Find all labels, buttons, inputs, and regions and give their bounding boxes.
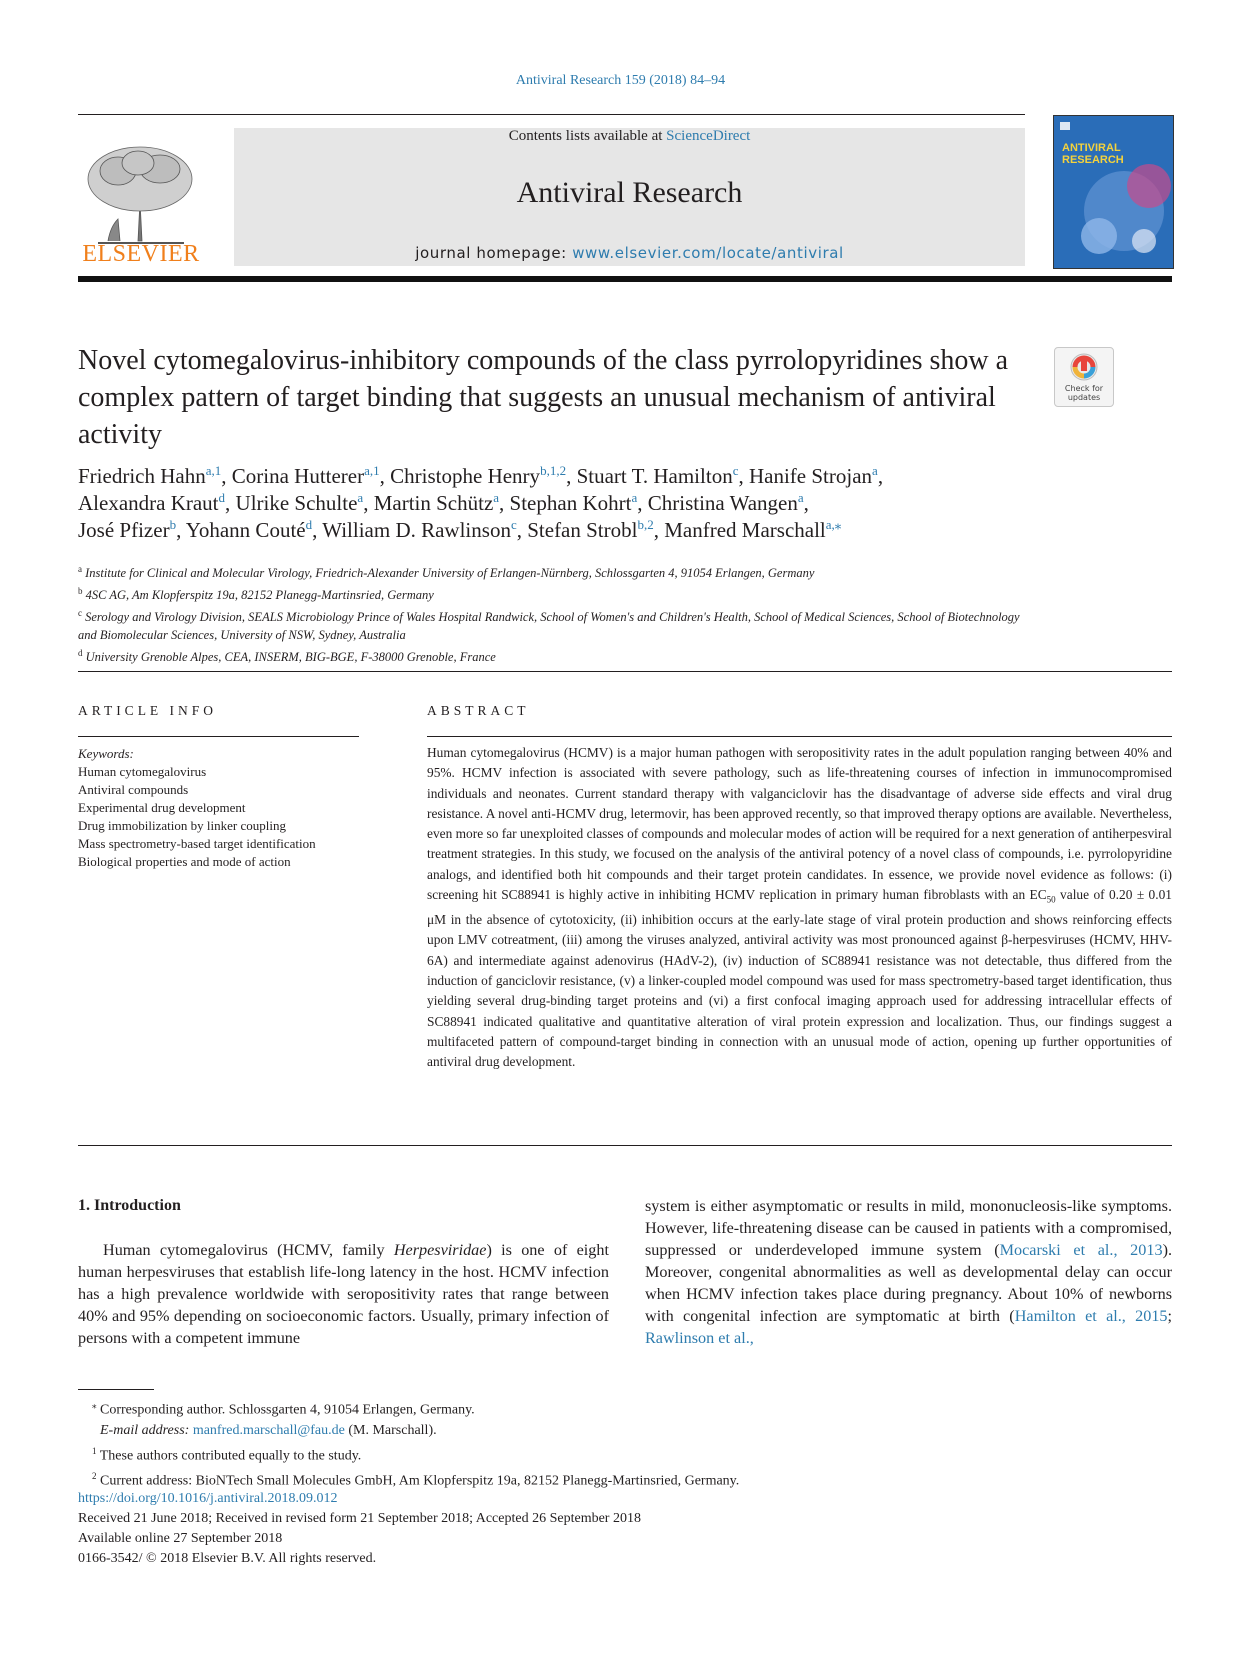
author-affiliation-marker[interactable]: a,1: [364, 463, 380, 478]
author-name[interactable]: Christophe Henry: [390, 464, 541, 488]
article-title: Novel cytomegalovirus-inhibitory compounds of the class pyrrolopyridines show a complex pattern of target binding that suggests an unusual mechanism of antiviral activity: [78, 345, 1009, 450]
article-info-rule: [78, 736, 359, 737]
author-name[interactable]: Stuart T. Hamilton: [576, 464, 733, 488]
author-affiliation-marker[interactable]: b,2: [637, 517, 654, 532]
affiliation-entry: [78, 644, 1038, 666]
author-name[interactable]: José Pfizer: [78, 518, 170, 542]
homepage-prefix: journal homepage:: [415, 244, 573, 262]
affiliation-key: c: [78, 608, 82, 619]
author-name[interactable]: Corina Hutterer: [231, 464, 365, 488]
keyword-item: Human cytomegalovirus: [78, 764, 207, 779]
introduction-heading: 1. Introduction: [78, 1197, 181, 1214]
intro-right-part-3: ;: [1167, 1307, 1173, 1325]
article-info-heading: ARTICLE INFO: [78, 703, 218, 718]
affiliation-text: 4SC AG, Am Klopferspitz 19a, 82152 Planegg-Martinsried, Germany: [85, 588, 434, 603]
footnote-rule: [78, 1389, 154, 1390]
header-rule: [78, 114, 1025, 115]
intro-left-part-1: Human cytomegalovirus (HCMV, family: [103, 1241, 394, 1259]
section-rule: [78, 671, 1172, 672]
keyword-item: Antiviral compounds: [78, 782, 189, 797]
author-affiliation-marker[interactable]: c: [510, 517, 517, 532]
contents-prefix: Contents lists available at: [508, 128, 667, 144]
homepage-link[interactable]: www.elsevier.com/locate/antiviral: [572, 244, 844, 262]
author-list: Friedrich Hahn$^{a,1}$, Corina Hutterer$^{a,1}$, Christophe Henry$^{b,1,2}$, Stuart T. Hamilton$^c$, Hanife Strojan$^a$, Alexandra Kraut$^d$, Ulrike Schulte$^a$, Martin Schütz$^a$, Stephan Kohrt$^a$, Christina Wangen$^a$, José Pfizer$^b$, Yohann Couté$^d$, William D. Rawlinson$^c$, Stefan Strobl$^{b,2}$, Manfred Marschall$^{a,⁎}$: [78, 463, 884, 542]
crossmark-label: Check for updates: [1064, 384, 1104, 402]
abstract-bottom-rule: [78, 1145, 1172, 1146]
email-label: E-mail address:: [100, 1422, 190, 1438]
author-name[interactable]: Manfred Marschall: [664, 518, 826, 542]
affiliation-key: a: [78, 564, 82, 574]
ec50-subscript: 50: [1046, 894, 1056, 905]
reference-link-mocarski[interactable]: Mocarski et al., 2013: [999, 1241, 1163, 1259]
intro-left-part-2: ) is one of eight human herpesviruses that establish life-long latency in the host. HCMV infection has a high prevalence worldwide with seropositivity rates that range between 40% and 95% depending on socioeconomic factors. Usually, primary infection of persons with a competent immune: [78, 1241, 609, 1347]
affiliation-key: d: [78, 648, 83, 659]
keyword-item: Drug immobilization by linker coupling: [78, 818, 286, 833]
author-name[interactable]: Hanife Strojan: [748, 464, 873, 488]
author-name[interactable]: Yohann Couté: [185, 518, 306, 542]
check-for-updates-badge[interactable]: [1054, 347, 1114, 407]
cover-title: ANTIVIRAL RESEARCH: [1062, 142, 1124, 166]
author-affiliation-marker[interactable]: a: [493, 490, 500, 505]
keyword-item: Experimental drug development: [78, 800, 246, 815]
email-suffix: (M. Marschall).: [344, 1422, 437, 1438]
reference-link-hamilton[interactable]: Hamilton et al., 2015: [1014, 1307, 1168, 1325]
email-link[interactable]: manfred.marschall@fau.de: [192, 1422, 345, 1438]
author-affiliation-marker[interactable]: a: [872, 463, 878, 478]
footnotes: [78, 1395, 1172, 1492]
publication-info: [78, 1489, 978, 1569]
author-affiliation-marker[interactable]: d: [218, 490, 226, 505]
author-name[interactable]: Martin Schütz: [373, 491, 494, 515]
author-affiliation-marker[interactable]: a,⁎: [825, 517, 842, 532]
corresponding-text: Corresponding author. Schlossgarten 4, 91054 Erlangen, Germany.: [100, 1402, 475, 1418]
affiliation-text: Institute for Clinical and Molecular Virology, Friedrich-Alexander University of Erlangen-Nürnberg, Schlossgarten 4, 91054 Erlangen, Germany: [85, 566, 815, 581]
crossmark-icon: [1055, 348, 1113, 384]
footnote-1: $^1$ These authors contributed equally to the study.: [92, 1445, 362, 1464]
author-name[interactable]: William D. Rawlinson: [322, 518, 511, 542]
author-affiliation-marker[interactable]: d: [305, 517, 313, 532]
introduction-column-left: [78, 1239, 609, 1349]
cover-artwork: [1054, 116, 1173, 268]
affiliations: [78, 560, 1038, 667]
affiliation-text: University Grenoble Alpes, CEA, INSERM, BIG-BGE, F-38000 Grenoble, France: [85, 650, 496, 665]
received-dates: Received 21 June 2018; Received in revised form 21 September 2018; Accepted 26 September 2018: [78, 1511, 641, 1526]
author-affiliation-marker[interactable]: a: [357, 490, 364, 505]
intro-right-part-2: ). Moreover, congenital abnormalities as well as developmental delay can occur when HCMV infection takes place during pregnancy. About 10% of newborns with congenital infection are symptomatic at birth (: [645, 1241, 1172, 1325]
affiliation-entry: [78, 582, 1038, 604]
affiliation-entry: [78, 560, 1038, 582]
abstract-part-1: Human cytomegalovirus (HCMV) is a major human pathogen with seropositivity rates in the adult population ranging between 40% and 95%. HCMV infection is associated with severe pathology, such as life-threatening courses of infection in immunocompromised individuals and neonates. Current standard therapy with valganciclovir has the disadvantage of adverse side effects and viral drug resistance. A novel anti-HCMV drug, letermovir, has been approved recently, so that improved therapy options are available. Nevertheless, even more so far unexploited classes of compounds and molecular modes of action will be required for a next generation of antiherpesviral treatment strategies. In this study, we focused on the analysis of the antiviral potency of a novel class of compounds, i.e. pyrrolopyridine analogs, and identified both hit compounds and their target protein candidates. In essence, we provide novel evidence as follows: (i) screening hit SC88941 is highly active in inhibiting HCMV replication in primary human fibroblasts with an EC: [427, 745, 1172, 903]
copyright-notice: 0166-3542/ © 2018 Elsevier B.V. All rights reserved.: [78, 1551, 377, 1566]
introduction-column-right: [645, 1195, 1172, 1349]
footnote-corresponding: ⁎ Corresponding author. Schlossgarten 4, 91054 Erlangen, Germany.: [92, 1400, 475, 1418]
doi-link[interactable]: https://doi.org/10.1016/j.antiviral.2018.09.012: [78, 1491, 338, 1506]
abstract-part-2: value of 0.20 ± 0.01 μM in the absence of cytotoxicity, (ii) inhibition occurs at the early-late stage of viral protein production and shows reinforcing effects upon LMV cotreatment, (iii) among the viruses analyzed, antiviral activity was most pronounced against β-herpesviruses (HCMV, HHV-6A) and intermediate against adenovirus (HAdV-2), (iv) induction of SC88941 resistance was not detectable, thus differed from the induction of ganciclovir resistance, (v) a linker-coupled model compound was used for mass spectrometry-based target identification, thus yielding several drug-binding target proteins and (vi) a first confocal imaging approach used for addressing intracellular effects of SC88941 indicated qualitative and quantitative alteration of viral protein expression and localization. Thus, our findings suggest a multifaceted pattern of compound-target binding in connection with an unusual mode of action, opening up further opportunities of antiviral drug development.: [427, 887, 1172, 1070]
sciencedirect-link[interactable]: ScienceDirect: [666, 128, 751, 144]
footnote-2: $^2$ Current address: BioNTech Small Molecules GmbH, Am Klopferspitz 19a, 82152 Planegg-Martinsried, Germany.: [92, 1471, 740, 1489]
journal-title: Antiviral Research: [516, 176, 743, 209]
journal-reference[interactable]: Antiviral Research 159 (2018) 84–94: [515, 73, 726, 88]
affiliation-key: b: [78, 586, 83, 597]
footnote-email: [78, 1421, 1172, 1441]
keywords-list: [78, 763, 368, 871]
contents-available-line: [234, 128, 1025, 145]
journal-homepage-line: [234, 244, 1025, 262]
abstract-rule: [427, 736, 1172, 737]
author-name[interactable]: Alexandra Kraut: [78, 491, 219, 515]
author-name[interactable]: Ulrike Schulte: [235, 491, 358, 515]
footnote-2-text: Current address: BioNTech Small Molecules GmbH, Am Klopferspitz 19a, 82152 Planegg-Martinsried, Germany.: [100, 1473, 740, 1489]
header-thick-rule: [78, 276, 1172, 282]
keyword-item: Biological properties and mode of action: [78, 854, 291, 869]
journal-cover-image[interactable]: [1053, 115, 1174, 269]
intro-left-italic: Herpesviridae: [393, 1241, 487, 1259]
author-name[interactable]: Christina Wangen: [647, 491, 798, 515]
author-affiliation-marker[interactable]: b: [169, 517, 177, 532]
abstract-text: [427, 743, 1172, 1072]
author-affiliation-marker[interactable]: a: [631, 490, 638, 505]
elsevier-wordmark: ELSEVIER: [82, 241, 200, 267]
author-affiliation-marker[interactable]: a,1: [205, 463, 222, 478]
affiliation-text: Serology and Virology Division, SEALS Microbiology Prince of Wales Hospital Randwick, School of Women's and Children's Health, School of Medical Sciences, School of Biotechnology and Biomolecular Sciences, University of NSW, Sydney, Australia: [78, 610, 1020, 643]
footnote-1-text: These authors contributed equally to the study.: [99, 1448, 362, 1464]
author-name[interactable]: Stefan Strobl: [527, 518, 638, 542]
reference-link-rawlinson[interactable]: Rawlinson et al.,: [645, 1329, 754, 1347]
author-name[interactable]: Stephan Kohrt: [509, 491, 632, 515]
intro-right-part-1: system is either asymptomatic or results in mild, mononucleosis-like symptoms. However, life-threatening disease can be caused in patients with a compromised, suppressed or underdeveloped immune system (: [645, 1197, 1172, 1259]
author-affiliation-marker[interactable]: a: [797, 490, 804, 505]
keywords-block: [78, 745, 368, 871]
author-affiliation-marker[interactable]: b,1,2: [540, 463, 567, 478]
author-name[interactable]: Friedrich Hahn: [78, 464, 206, 488]
author-affiliation-marker[interactable]: c: [732, 463, 739, 478]
keyword-item: Mass spectrometry-based target identification: [78, 836, 316, 851]
available-online: Available online 27 September 2018: [78, 1531, 283, 1546]
keywords-label: Keywords:: [78, 746, 134, 761]
affiliation-entry: [78, 604, 1038, 644]
abstract-heading: ABSTRACT: [427, 703, 530, 718]
